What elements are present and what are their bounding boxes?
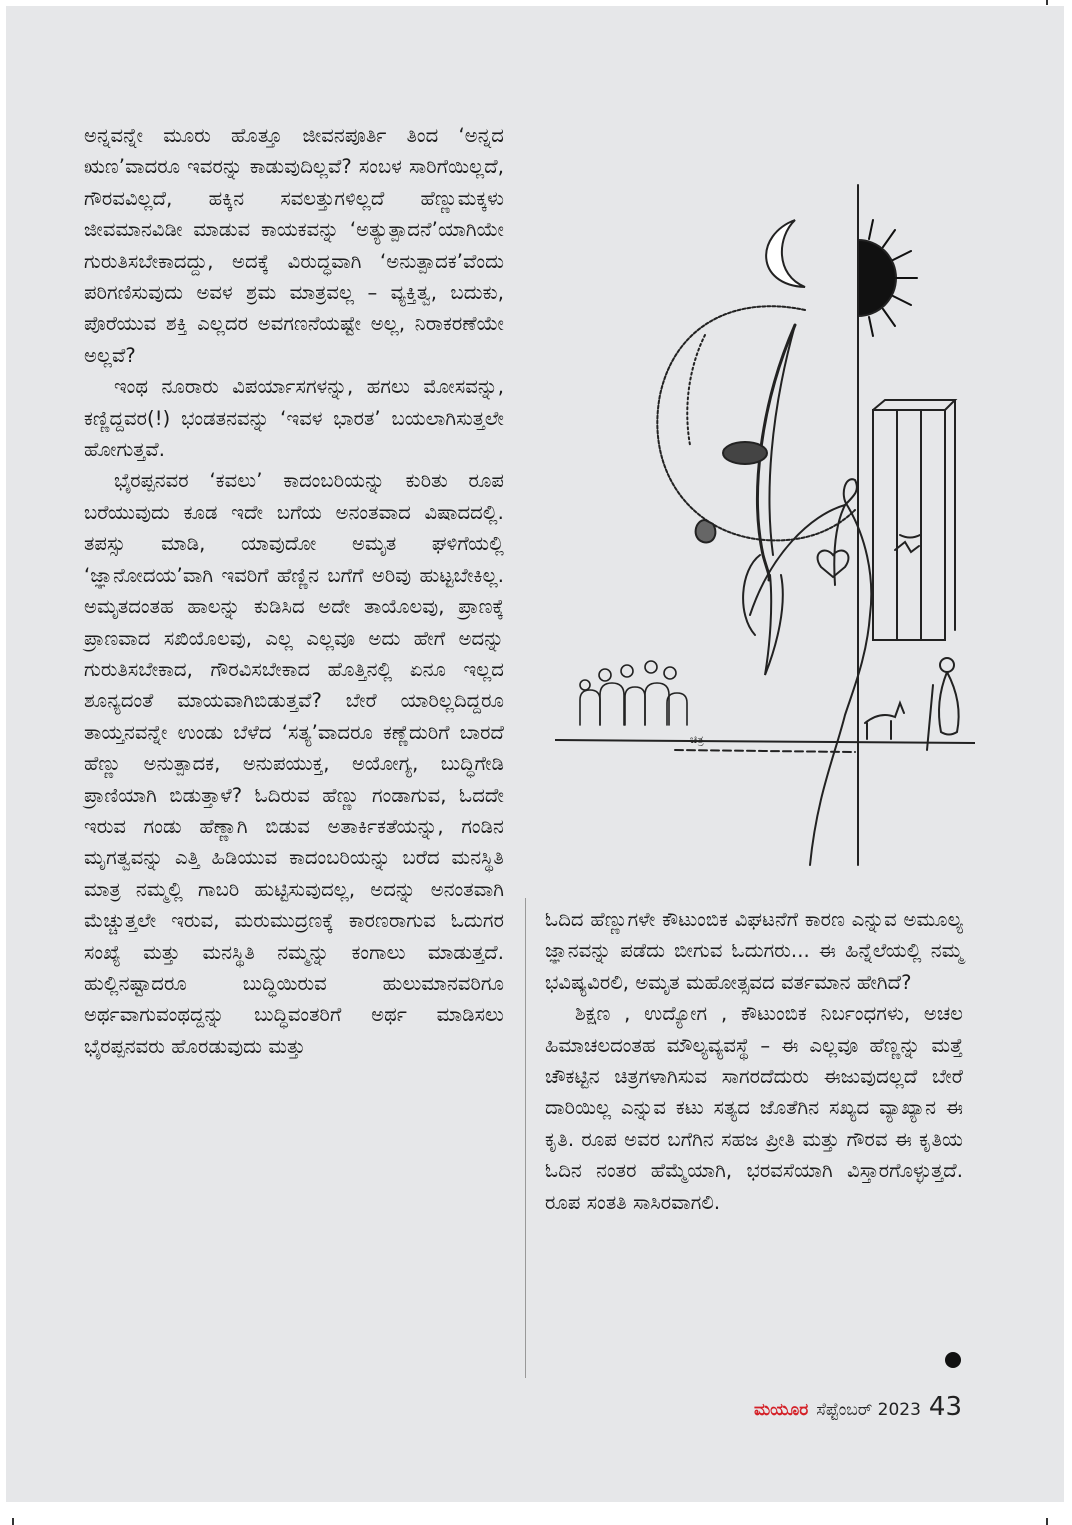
- paragraph-4: ಓದಿದ ಹೆಣ್ಣುಗಳೇ ಕೌಟುಂಬಿಕ ವಿಘಟನೆಗೆ ಕಾರಣ ಎನ್ನುವ ಅಮೂಲ್ಯ ಜ್ಞಾನವನ್ನು ಪಡೆದು ಬೀಗುವ ಓದುಗರು... ಈ ಹಿನ್ನೆಲೆಯಲ್ಲಿ ನಮ್ಮ ಭವಿಷ್ಯವಿರಲಿ, ಅಮೃತ ಮಹೋತ್ಸವದ ವರ್ತಮಾನ ಹೇಗಿದೆ?: [545, 908, 963, 994]
- left-text-column: [84, 120, 504, 1062]
- goat: [865, 703, 904, 739]
- small-fruit: [696, 520, 716, 543]
- paragraph-3: ಭೈರಪ್ಪನವರ ‘ಕವಲು’ ಕಾದಂಬರಿಯನ್ನು ಕುರಿತು ರೂಪ ಬರೆಯುವುದು ಕೂಡ ಇದೇ ಬಗೆಯ ಅನಂತವಾದ ವಿಷಾದದಲ್ಲಿ. ತಪಸ್ಸು ಮಾಡಿ, ಯಾವುದೋ ಅಮೃತ ಘಳಿಗೆಯಲ್ಲಿ ‘ಜ್ಞಾನೋದಯ’ವಾಗಿ ಇವರಿಗೆ ಹೆಣ್ಣಿನ ಬಗೆಗೆ ಅರಿವು ಹುಟ್ಟಬೇಕಿಲ್ಲ. ಅಮೃತದಂತಹ ಹಾಲನ್ನು ಕುಡಿಸಿದ ಅದೇ ತಾಯೊಲವು, ಪ್ರಾಣಕ್ಕೆ ಪ್ರಾಣವಾದ ಸಖಿಯೊಲವು, ಎಲ್ಲ ಎಲ್ಲವೂ ಅದು ಹೇಗೆ ಅದನ್ನು ಗುರುತಿಸಬೇಕಾದ, ಗೌರವಿಸಬೇಕಾದ ಹೊತ್ತಿನಲ್ಲಿ ಏನೂ ಇಲ್ಲದ ಶೂನ್ಯದಂತೆ ಮಾಯವಾಗಿಬಿಡುತ್ತವೆ? ಬೇರೆ ಯಾರಿಲ್ಲದಿದ್ದರೂ ತಾಯ್ತನವನ್ನೇ ಉಂಡು ಬೆಳೆದ ‘ಸತ್ಯ’ವಾದರೂ ಕಣ್ಣೆದುರಿಗೆ ಬಾರದೆ ಹೆಣ್ಣು ಅನುತ್ಪಾದಕ, ಅನುಪಯುಕ್ತ, ಅಯೋಗ್ಯ, ಬುದ್ಧಿಗೇಡಿ ಪ್ರಾಣಿಯಾಗಿ ಬಿಡುತ್ತಾಳೆ? ಓದಿರುವ ಹೆಣ್ಣು ಗಂಡಾಗುವ, ಓದದೇ ಇರುವ ಗಂಡು ಹೆಣ್ಣಾಗಿ ಬಿಡುವ ಅತಾರ್ಕಿಕತೆಯನ್ನು, ಗಂಡಿನ ಮೃಗತ್ವವನ್ನು ಎತ್ತಿ ಹಿಡಿಯುವ ಕಾದಂಬರಿಯನ್ನು ಬರೆದ ಮನಸ್ಥಿತಿ ಮಾತ್ರ ನಮ್ಮಲ್ಲಿ ಗಾಬರಿ ಹುಟ್ಟಿಸುವುದಲ್ಲ, ಅದನ್ನು ಅನಂತವಾಗಿ ಮೆಚ್ಚುತ್ತಲೇ ಇರುವ, ಮರುಮುದ್ರಣಕ್ಕೆ ಕಾರಣರಾಗುವ ಓದುಗರ ಸಂಖ್ಯೆ ಮತ್ತು ಮನಸ್ಥಿತಿ ನಮ್ಮನ್ನು ಕಂಗಾಲು ಮಾಡುತ್ತದೆ. ಹುಲ್ಲಿನಷ್ಟಾದರೂ ಬುದ್ಧಿಯಿರುವ ಹುಲುಮಾನವರಿಗೂ ಅರ್ಥವಾಗುವಂಥದ್ದನ್ನು ಬುದ್ಧಿವಂತರಿಗೆ ಅರ್ಥ ಮಾಡಿಸಲು ಭೈರಪ್ಪನವರು ಹೊರಡುವುದು ಮತ್ತು: [84, 469, 504, 1058]
- right-text-column: [545, 904, 963, 1218]
- crop-mark-bottom-left: [12, 1518, 14, 1525]
- crop-mark-bottom-right: [1046, 1518, 1048, 1525]
- window-frame: [873, 400, 955, 640]
- heart: [818, 551, 849, 577]
- disc-knot: [723, 442, 767, 464]
- magazine-name: ಮಯೂರ: [753, 1400, 809, 1420]
- column-divider: [525, 898, 526, 1378]
- walking-figure: [927, 658, 959, 750]
- page-number: 43: [928, 1392, 962, 1422]
- sun: [858, 240, 896, 316]
- paragraph-5: ಶಿಕ್ಷಣ , ಉದ್ಯೋಗ , ಕೌಟುಂಬಿಕ ನಿರ್ಬಂಧಗಳು, ಅಚಲ ಹಿಮಾಚಲದಂತಹ ಮೌಲ್ಯವ್ಯವಸ್ಥೆ – ಈ ಎಲ್ಲವೂ ಹೆಣ್ಣನ್ನು ಮತ್ತೆ ಚೌಕಟ್ಟಿನ ಚಿತ್ರಗಳಾಗಿಸುವ ಸಾಗರದೆದುರು ಈಜುವುದಲ್ಲದೆ ಬೇರೆ ದಾರಿಯಿಲ್ಲ ಎನ್ನುವ ಕಟು ಸತ್ಯದ ಜೊತೆಗಿನ ಸಖ್ಯದ ವ್ಯಾಖ್ಯಾನ ಈ ಕೃತಿ. ರೂಪ ಅವರ ಬಗೆಗಿನ ಸಹಜ ಪ್ರೀತಿ ಮತ್ತು ಗೌರವ ಈ ಕೃತಿಯ ಓದಿನ ನಂತರ ಹೆಮ್ಮೆಯಾಗಿ, ಭರವಸೆಯಾಗಿ ವಿಸ್ತಾರಗೊಳ್ಳುತ್ತದೆ. ರೂಪ ಸಂತತಿ ಸಾಸಿರವಾಗಲಿ.: [545, 1002, 963, 1214]
- crop-mark-top-right: [1046, 0, 1048, 5]
- figure: [750, 479, 871, 865]
- end-bullet: [945, 1352, 961, 1368]
- horizon-line: [555, 740, 975, 743]
- paragraph-2: ಇಂಥ ನೂರಾರು ವಿಪರ್ಯಾಸಗಳನ್ನು, ಹಗಲು ಮೋಸವನ್ನು, ಕಣ್ಣಿದ್ದವರ(!) ಭಂಡತನವನ್ನು ‘ಇವಳ ಭಾರತ’ ಬಯಲಾಗಿಸುತ್ತಲೇ ಹೋಗುತ್ತವೆ.: [84, 375, 504, 462]
- crescent-moon: [766, 220, 805, 287]
- paragraph-1: ಅನ್ನವನ್ನೇ ಮೂರು ಹೊತ್ತೂ ಜೀವನಪೂರ್ತಿ ತಿಂದ ‘ಅನ್ನದ ಋಣ’ವಾದರೂ ಇವರನ್ನು ಕಾಡುವುದಿಲ್ಲವೆ? ಸಂಬಳ ಸಾರಿಗೆಯಿಲ್ಲದೆ, ಗೌರವವಿಲ್ಲದೆ, ಹಕ್ಕಿನ ಸವಲತ್ತುಗಳಿಲ್ಲದೆ ಹೆಣ್ಣುಮಕ್ಕಳು ಜೀವಮಾನವಿಡೀ ಮಾಡುವ ಕಾಯಕವನ್ನು ‘ಅತ್ಯುತ್ಪಾದನೆ’ಯಾಗಿಯೇ ಗುರುತಿಸಬೇಕಾದದ್ದು, ಅದಕ್ಕೆ ವಿರುದ್ಧವಾಗಿ ‘ಅನುತ್ಪಾದಕ’ವೆಂದು ಪರಿಗಣಿಸುವುದು ಅವಳ ಶ್ರಮ ಮಾತ್ರವಲ್ಲ – ವ್ಯಕ್ತಿತ್ವ, ಬದುಕು, ಪೊರೆಯುವ ಶಕ್ತಿ ಎಲ್ಲದರ ಅವಗಣನೆಯಷ್ಟೇ ಅಲ್ಲ, ನಿರಾಕರಣೆಯೇ ಅಲ್ಲವೆ?: [84, 124, 504, 367]
- artist-signature: ಚಿತ್ರ: [690, 733, 704, 746]
- line-art-illustration: [555, 175, 975, 875]
- page-footer: [754, 1392, 962, 1426]
- crowd: [580, 661, 687, 725]
- issue-date: ಸೆಪ್ಟೆಂಬರ್ 2023: [816, 1400, 921, 1420]
